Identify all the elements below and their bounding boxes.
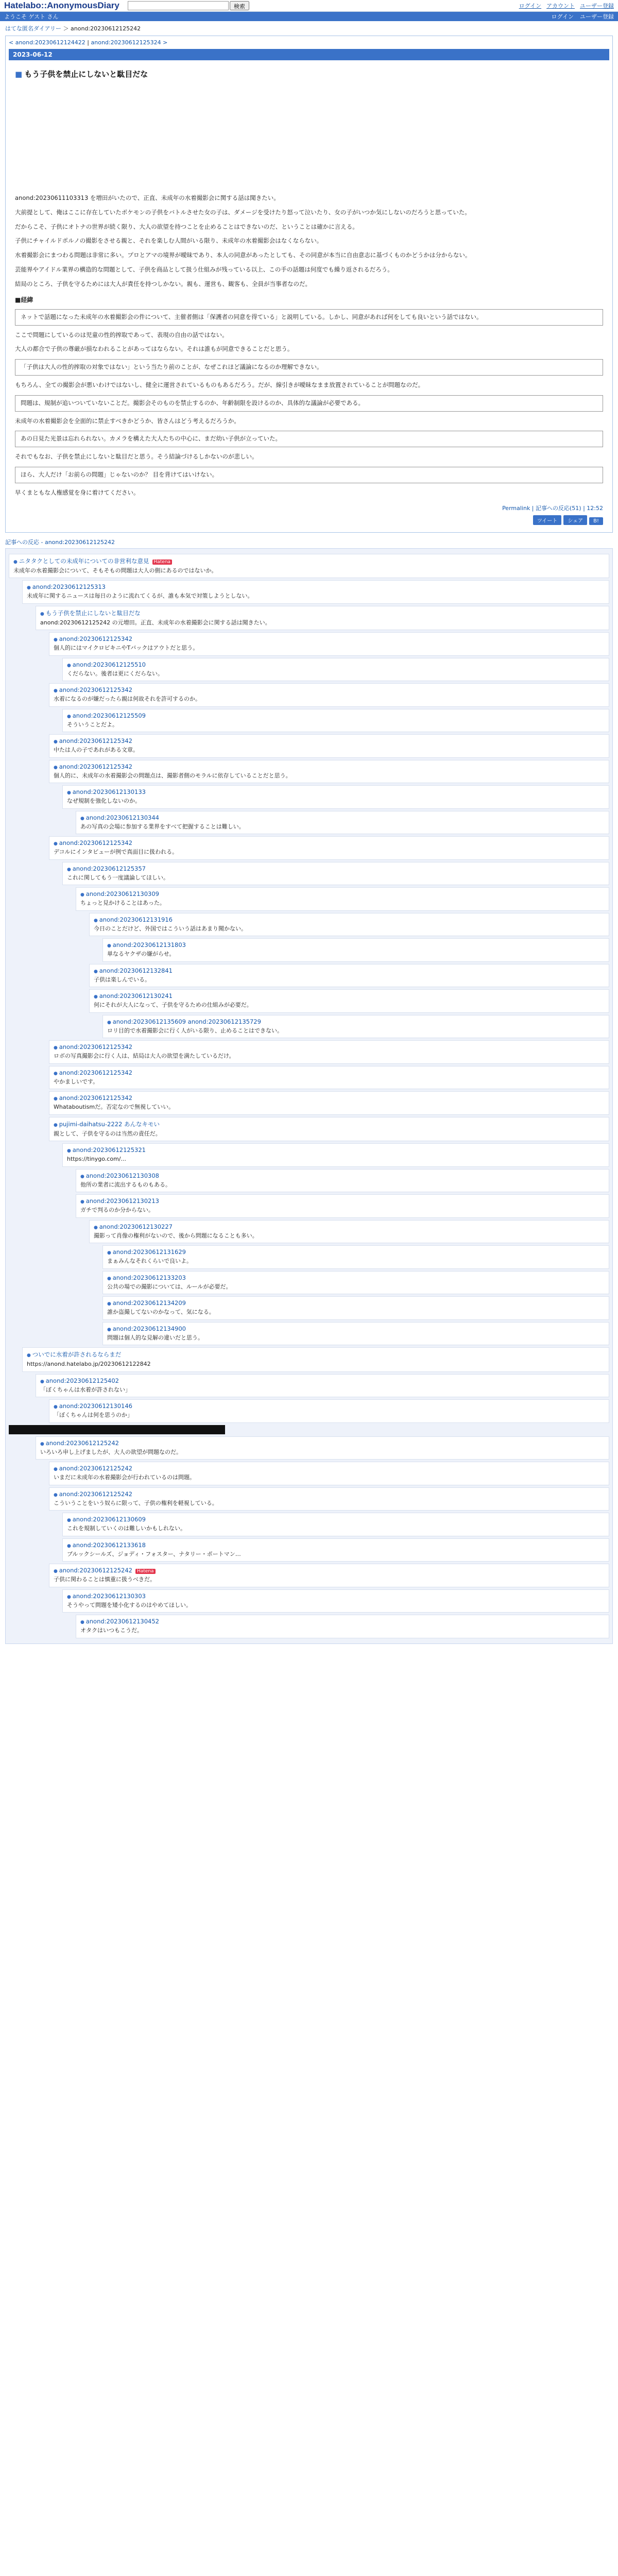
reaction-item: [76, 811, 609, 835]
reaction-title-link[interactable]: ● anond:20230612130309: [80, 890, 159, 897]
entry-title[interactable]: [15, 69, 603, 79]
reaction-item: [102, 1296, 609, 1320]
logo-sub: AnonymousDiary: [47, 1, 119, 10]
breadcrumb-current: ＞ anond:20230612125242: [61, 25, 141, 32]
reaction-body: 中たは人の子であれがある文章。: [54, 747, 139, 754]
reaction-title-link[interactable]: ● anond:20230612133203: [107, 1274, 186, 1281]
reaction-item: [89, 913, 609, 937]
reaction-body: 未成年の水着撮影会について、そもそもの問題は大人の側にあるのではないか。: [13, 567, 217, 574]
reaction-item: [62, 1589, 609, 1613]
reaction-body: これを規制していくのは難しいかもしれない。: [67, 1525, 186, 1532]
reaction-title-link[interactable]: ● anond:20230612125342: [54, 1043, 132, 1050]
reaction-title-link[interactable]: ● anond:20230612125509: [67, 712, 146, 719]
reaction-title-link[interactable]: ● anond:20230612125342: [54, 1094, 132, 1101]
reaction-body: ロリ目的で水着撮影会に行く人がいる限り、止めることはできない。: [107, 1027, 283, 1034]
date-header: 2023-06-12: [9, 49, 609, 60]
prev-entry-link[interactable]: < anond:20230612124422: [9, 39, 85, 46]
paragraph: もちろん、全ての撮影会が悪いわけではないし、健全に運営されているものもあるだろう。だが、線引きが曖昧なまま放置されていることが問題なのだ。: [15, 381, 424, 388]
reaction-title-link[interactable]: ● anond:20230612125357: [67, 865, 146, 872]
reaction-item: [49, 683, 609, 707]
reaction-item: [22, 580, 609, 604]
permalink-link[interactable]: Permalink | 記事への反応(51) | 12:52: [502, 504, 603, 512]
reaction-body: 水着になるのが嫌だったら親は何故それを許可するのか。: [54, 696, 201, 703]
closing-paragraph: 早くまともな人権感覚を身に着けてください。: [15, 488, 140, 496]
reaction-body: https://anond.hatelabo.jp/20230612122842: [27, 1361, 151, 1368]
reaction-item: [49, 1117, 609, 1142]
reaction-item: [76, 1194, 609, 1218]
reaction-item: [102, 1271, 609, 1295]
reaction-body: 個人的に、未成年の水着撮影会の問題点は、撮影者側のモラルに依存していることだと思う。: [54, 772, 291, 779]
reaction-body: 子供に関わることは慎重に扱うべきだ。: [54, 1576, 156, 1583]
reaction-title-link[interactable]: ● anond:20230612125342: [54, 1069, 132, 1076]
reaction-title-link[interactable]: ● anond:20230612125342: [54, 839, 132, 846]
paragraph: ここで問題にしているのは児童の性的搾取であって、表現の自由の話ではない。: [15, 331, 228, 338]
reaction-title-link[interactable]: ● anond:20230612134209: [107, 1299, 186, 1307]
reaction-item: [49, 1066, 609, 1090]
reaction-title-link[interactable]: ● anond:20230612135609 anond:20230612135729: [107, 1018, 261, 1025]
search-button[interactable]: 検索: [230, 1, 249, 10]
reaction-body: これに関してもう一度議論してほしい。: [67, 874, 169, 881]
reaction-item: [49, 1091, 609, 1115]
tweet-button[interactable]: ツイート: [533, 515, 562, 525]
reaction-title-link[interactable]: ● anond:20230612131803: [107, 941, 186, 948]
section-heading: ■経緯: [15, 296, 33, 303]
reaction-body: 未成年に関するニュースは毎日のように流れてくるが、誰も本気で対策しようとしない。: [27, 592, 253, 600]
next-entry-link[interactable]: anond:20230612125324 >: [91, 39, 168, 46]
reaction-body: くだらない。後者は更にくだらない。: [67, 670, 163, 677]
reactions-heading: [0, 533, 618, 548]
quote-box: あの日見た光景は忘れられない。カメラを構えた大人たちの中心に、まだ幼い子供が立っていた。: [15, 431, 603, 447]
reaction-item: [36, 1436, 609, 1460]
reaction-title-link[interactable]: ● anond:20230612125342: [54, 686, 132, 693]
reaction-item: [36, 1374, 609, 1398]
search-input[interactable]: [128, 1, 229, 10]
reaction-item: [49, 734, 609, 758]
reaction-title-link[interactable]: ● anond:20230612130133: [67, 788, 146, 795]
bookmark-badge[interactable]: Hatena: [152, 560, 173, 565]
reaction-body: Whataboutismだ。否定なので無視していい。: [54, 1104, 175, 1111]
reaction-body: 何にそれが大人になって、子供を守るための仕組みが必要だ。: [94, 1002, 252, 1009]
reaction-item: [62, 1143, 609, 1167]
reaction-item: [49, 1462, 609, 1485]
welcome-text: ようこそ ゲスト さん: [4, 13, 59, 20]
reaction-title-link[interactable]: ● anond:20230612134900: [107, 1325, 186, 1332]
reaction-item: [49, 836, 609, 860]
reaction-body: 問題は個人的な見解の違いだと思う。: [107, 1334, 203, 1341]
breadcrumb: [0, 21, 618, 36]
share-buttons: [15, 515, 603, 525]
paragraph: 結局のところ、子供を守るためには大人が責任を持つしかない。親も、運営も、観客も、全員が当事者なのだ。: [15, 280, 311, 287]
reaction-item: [102, 1015, 609, 1039]
reaction-body: やかましいです。: [54, 1078, 99, 1085]
reaction-title-link[interactable]: ● anond:20230612125242: [40, 1439, 119, 1447]
reaction-item: [102, 1245, 609, 1269]
reaction-title-link[interactable]: ● anond:20230612130452: [80, 1618, 159, 1625]
reaction-title-link[interactable]: ● anond:20230612125313: [27, 583, 106, 590]
reaction-body: そうやって問題を矮小化するのはやめてほしい。: [67, 1601, 192, 1608]
reactions-tree: [5, 548, 613, 1644]
reaction-body: そういうことだよ。: [67, 721, 118, 728]
share-button[interactable]: シェア: [563, 515, 587, 525]
reaction-body: 今日のことだけど、外国ではこういう話はあまり聞かない。: [94, 925, 247, 932]
reaction-title-link[interactable]: ● anond:20230612125510: [67, 661, 146, 668]
reaction-item: [49, 1487, 609, 1511]
header-link-register[interactable]: ユーザー登録: [580, 3, 614, 9]
reaction-title-link[interactable]: ● anond:20230612130303: [67, 1592, 146, 1600]
reaction-title-link[interactable]: ● anond:20230612130146: [54, 1402, 132, 1410]
top-bar: [0, 0, 618, 12]
paragraph: anond:20230611103313 を増田がいたので、正直、未成年の水着撮影会に関する話は聞きたい。: [15, 194, 280, 201]
reaction-item: [76, 1615, 609, 1638]
paragraph: 大前提として、俺はここに存在していたポケモンの子供をバトルさせた女の子は、ダメージを受けたり怒って泣いたり、女の子がいつか気にしないのだろうと思っていた。: [15, 208, 471, 216]
reaction-title-link[interactable]: ● anond:20230612125342: [54, 737, 132, 744]
paragraph: 大人の都合で子供の尊厳が損なわれることがあってはならない。それは誰もが同意できることだと思う。: [15, 345, 294, 353]
reaction-item: [62, 658, 609, 682]
reaction-body: まぁみんなそれくらいで良いよ。: [107, 1258, 192, 1265]
reaction-item: [49, 1399, 609, 1423]
reaction-item: [89, 989, 609, 1013]
article: [9, 60, 609, 529]
reaction-body: ロボの写真撮影会に行く人は、結局は大人の欲望を満たしているだけ。: [54, 1053, 235, 1060]
reaction-item: [9, 554, 609, 579]
reaction-body: 個人的にはマイクロビキニやTバックはアウトだと思う。: [54, 645, 199, 652]
reaction-title-link[interactable]: ● anond:20230612132841: [94, 967, 173, 974]
reaction-title-link[interactable]: ● anond:20230612130213: [80, 1197, 159, 1205]
reaction-item: [62, 1513, 609, 1536]
reaction-body: 誰か盗撮してないのかなって、気になる。: [107, 1309, 215, 1316]
userbar-register[interactable]: ユーザー登録: [580, 13, 614, 20]
reaction-body: いまだに未成年の水着撮影会が行われているのは問題。: [54, 1474, 195, 1481]
reaction-item: [49, 632, 609, 656]
entry-nav: [9, 39, 609, 46]
reaction-title-link[interactable]: ● ニタタクとしての未成年についての非営利な意見: [13, 557, 149, 565]
reaction-body: ガチで判るのか分からない。: [80, 1207, 154, 1214]
reaction-title-link[interactable]: ● anond:20230612125242: [54, 1490, 132, 1498]
quote-box: 問題は、規制が追いついていないことだ。撮影会そのものを禁止するのか、年齢制限を設けるのか、具体的な議論が必要である。: [15, 395, 603, 412]
reaction-title-link[interactable]: ● anond:20230612125342: [54, 763, 132, 770]
entry-title-text: もう子供を禁止にしないと駄目だな: [24, 70, 148, 79]
reaction-title-link[interactable]: ● anond:20230612130241: [94, 992, 173, 999]
user-bar: [0, 12, 618, 21]
redaction-bar: [9, 1425, 225, 1434]
reaction-body: 他所の業者に流出するものもある。: [80, 1181, 171, 1188]
reaction-title-link[interactable]: ● anond:20230612130308: [80, 1172, 159, 1179]
reaction-title-link[interactable]: ● anond:20230612131916: [94, 916, 173, 923]
reaction-body: 「ぼくちゃんは水着が許されない」: [40, 1386, 131, 1393]
reaction-body: こういうことをいう奴らに限って、子供の権利を軽視している。: [54, 1499, 218, 1506]
reaction-title-link[interactable]: ● anond:20230612130227: [94, 1223, 173, 1230]
header-link-account[interactable]: アカウント: [546, 3, 575, 9]
reaction-body: 公共の場での撮影については、ルールが必要だ。: [107, 1283, 232, 1290]
reaction-title-link[interactable]: ● pujimi-daihatsu-2222 あんなキモい: [54, 1121, 160, 1128]
reaction-title-link[interactable]: ● anond:20230612131629: [107, 1248, 186, 1256]
bookmark-badge[interactable]: Hatena: [135, 1569, 156, 1574]
reaction-body: なぜ規制を強化しないのか。: [67, 798, 141, 805]
permalink-line: [15, 504, 603, 512]
reaction-body: https://tinygo.com/...: [67, 1156, 126, 1163]
reaction-item: [49, 760, 609, 784]
reaction-item: [49, 1564, 609, 1587]
reaction-title-link[interactable]: ● anond:20230612125321: [67, 1146, 146, 1154]
reaction-body: いろいろ申し上げましたが、大人の欲望が問題なのだ。: [40, 1448, 182, 1455]
nav-separator: |: [85, 39, 91, 46]
reaction-item: [62, 709, 609, 733]
reaction-title-link[interactable]: ● anond:20230612133618: [67, 1541, 146, 1549]
reactions-heading-link[interactable]: 記事への反応 - anond:20230612125242: [5, 538, 115, 546]
reaction-item: [62, 785, 609, 809]
reaction-item: [89, 1220, 609, 1244]
reaction-item: [22, 1347, 609, 1372]
quote-box: 「子供は大人の性的搾取の対象ではない」という当たり前のことが、なぜこれほど議論になるのか理解できない。: [15, 359, 603, 376]
logo-main: Hatelabo: [4, 1, 41, 10]
quote-box: ほら、大人だけ「お前らの問題」じゃないのか？ 目を背けてはいけない。: [15, 467, 603, 483]
reaction-title-link[interactable]: ● anond:20230612125242: [54, 1465, 132, 1472]
reaction-item: [36, 606, 609, 631]
reaction-body: 単なるヤクザの嫌がらせ。: [107, 951, 175, 958]
paragraph: だからこそ、子供にオトナの世界が続く限り、大人の欲望を持つことを止めることはできないのだ、ということは確かに言える。: [15, 223, 358, 230]
reaction-body: ちょっと見かけることはあった。: [80, 900, 165, 907]
reaction-item: [49, 1040, 609, 1064]
reaction-title-link[interactable]: ● anond:20230612130609: [67, 1516, 146, 1523]
paragraph: 子供にチャイルドポルノの撮影をさせる親と、それを楽しむ人間がいる限り、未成年の水着撮影会はなくならない。: [15, 237, 323, 245]
logo-sep: ::: [41, 1, 47, 10]
paragraph: 芸能界やアイドル業界の構造的な問題として、子供を商品として扱う仕組みが残っている以上、この手の話題は何度でも繰り返されるだろう。: [15, 266, 393, 274]
reaction-body: オタクはいつもこうだ。: [80, 1627, 143, 1634]
header-links: [519, 2, 614, 10]
reaction-title-link[interactable]: ● anond:20230612125342: [54, 635, 132, 642]
title-bullet-icon: ■: [15, 70, 23, 79]
reaction-item: [62, 862, 609, 886]
reaction-body: 「ぼくちゃんは何を思うのか」: [54, 1412, 133, 1419]
reaction-title-link[interactable]: ● ついでに水着が許されるならまだ: [27, 1351, 121, 1358]
hatena-bookmark-button[interactable]: B!: [589, 517, 603, 525]
reaction-item: [89, 964, 609, 988]
main-content: [5, 36, 613, 533]
reaction-item: [102, 1322, 609, 1346]
reaction-body: 子供は楽しんでいる。: [94, 976, 150, 983]
reaction-body: 親として、子供を守るのは当然の責任だ。: [54, 1130, 161, 1137]
reaction-item: [102, 938, 609, 962]
site-logo[interactable]: [4, 1, 119, 11]
reaction-item: [62, 1538, 609, 1562]
blank-space: [15, 86, 603, 194]
paragraph: 水着撮影会にまつわる問題は非常に多い。プロとアマの境界が曖昧であり、本人の同意があったとしても、その同意が本当に自由意志に基づくものかどうかは分からない。: [15, 251, 471, 259]
reaction-body: あの写真の会場に参加する業界をすべて把握することは難しい。: [80, 823, 245, 830]
userbar-login[interactable]: ログイン: [551, 13, 574, 20]
reaction-body: 撮影って肖像の権利がないので、後から問題になることも多い。: [94, 1232, 258, 1239]
reaction-title-link[interactable]: ● anond:20230612130344: [80, 814, 159, 821]
reaction-body: デコルにインタビューが例で真面目に扱われる。: [54, 849, 178, 856]
paragraph: 未成年の水着撮影会を全面的に禁止すべきかどうか、皆さんはどう考えるだろうか。: [15, 417, 240, 425]
reaction-title-link[interactable]: ● anond:20230612125402: [40, 1377, 119, 1384]
reaction-item: [76, 1169, 609, 1193]
quote-box: ネットで話題になった未成年の水着撮影会の件について、主催者側は「保護者の同意を得ている」と説明している。しかし、同意があれば何をしても良いという話ではない。: [15, 309, 603, 326]
breadcrumb-home-link[interactable]: はてな匿名ダイアリー: [5, 25, 62, 32]
header-link-login[interactable]: ログイン: [519, 3, 542, 9]
reaction-item: [76, 887, 609, 911]
reaction-title-link[interactable]: ● もう子供を禁止にしないと駄目だな: [40, 609, 141, 617]
paragraph: それでもなお、子供を禁止にしないと駄目だと思う。そう結論づけるしかないのが悲しい。: [15, 453, 258, 461]
reaction-body: ブルックシールズ、ジョディ・フォスター、ナタリー・ポートマン…: [67, 1550, 241, 1557]
reaction-body: anond:20230612125242 の元増田。正直、未成年の水着撮影会に関する話は聞きたい。: [40, 619, 271, 626]
reaction-title-link[interactable]: ● anond:20230612125242: [54, 1567, 132, 1574]
